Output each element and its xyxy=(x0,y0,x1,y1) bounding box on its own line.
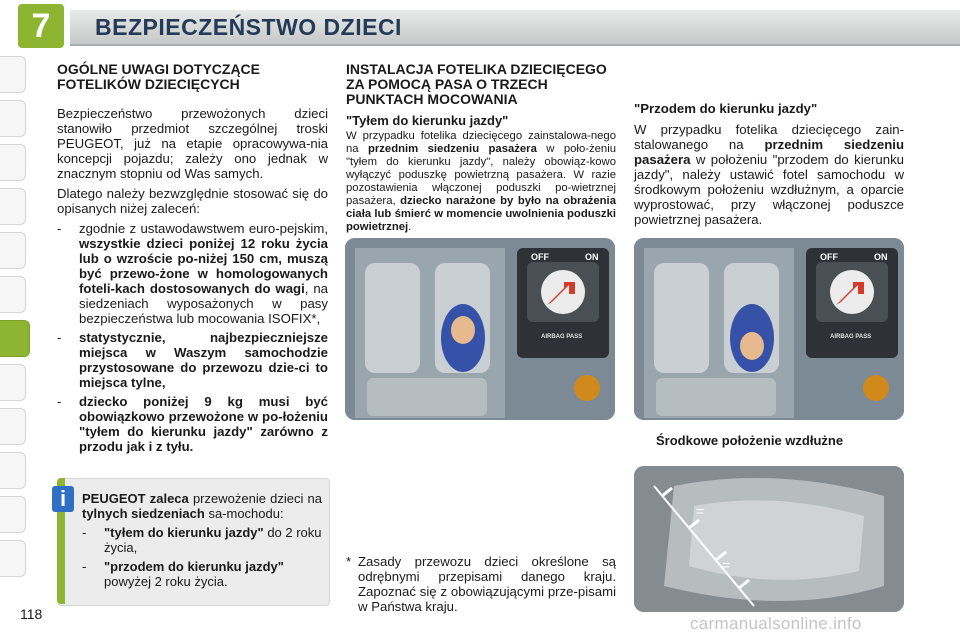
forward-facing-paragraph: W przypadku fotelika dziecięcego zain-stalowanego na przednim siedzeniu pasażera w położeniu "przodem do kierunku jazdy", należy ustawić fotel samochodu w środkowym położeniu wzdłużnym, a oparcie wyprostować, przy włączonej poduszce powietrznej pasażera. xyxy=(634,122,904,227)
page-header xyxy=(0,0,960,52)
footnote-star: * xyxy=(346,554,352,569)
chapter-tab[interactable] xyxy=(0,276,26,313)
chapter-tab[interactable] xyxy=(0,408,26,445)
section-heading: INSTALACJA FOTELIKA DZIECIĘCEGO ZA POMOCĄ PASA O TRZECH PUNKTACH MOCOWANIA xyxy=(346,61,607,107)
rear-facing-seat-image xyxy=(345,238,615,420)
info-content xyxy=(82,491,322,593)
chapter-tabs xyxy=(0,56,30,584)
info-list-item: - "przodem do kierunku jazdy" powyżej 2 roku życia. xyxy=(82,559,284,589)
chapter-title: BEZPIECZEŃSTWO DZIECI xyxy=(95,14,402,40)
left-column xyxy=(57,62,328,458)
list-dash: - xyxy=(57,330,62,345)
chapter-tab[interactable] xyxy=(0,100,26,137)
list-text: zgodnie z ustawodawstwem euro-pejskim, wszystkie dzieci poniżej 12 roku życia lub o wzroście po-niżej 150 cm, muszą być przewo-żone w homologowanych foteli-kach dostosowanych do wagi, na siedzeniach wyposażonych w pasy bezpieczeństwa lub mocowania ISOFIX*, xyxy=(79,221,328,326)
chapter-tab[interactable] xyxy=(0,496,26,533)
switch-on-label: ON xyxy=(585,252,599,262)
info-lead: PEUGEOT zaleca przewożenie dzieci na tylnych siedzeniach sa-mochodu: xyxy=(82,491,322,521)
chapter-tab[interactable] xyxy=(0,188,26,225)
chapter-tab[interactable] xyxy=(0,144,26,181)
chapter-tab[interactable] xyxy=(0,452,26,489)
list-text: statystycznie, najbezpieczniejsze miejsca w Waszym samochodzie przystosowane do przewozu dzie-ci to miejsca tylne, xyxy=(79,330,328,390)
switch-on-label: ON xyxy=(874,252,888,262)
intro-paragraph: Bezpieczeństwo przewożonych dzieci stanowiło przedmiot szczególnej troski PEUGEOT, już na etapie opracowywa-nia koncepcji pojazdu; zależy ono jednak w znacznym stopniu od Was samych. xyxy=(57,106,328,181)
chapter-tab[interactable] xyxy=(0,56,26,93)
page-number: 118 xyxy=(20,606,43,622)
chapter-tab-active[interactable] xyxy=(0,320,30,357)
sub-heading: "Przodem do kierunku jazdy" xyxy=(634,101,818,116)
chapter-tab[interactable] xyxy=(0,232,26,269)
list-dash: - xyxy=(57,221,62,236)
airbag-pass-label: AIRBAG PASS xyxy=(541,334,583,340)
chapter-tab[interactable] xyxy=(0,540,26,577)
sub-heading: "Tyłem do kierunku jazdy" xyxy=(346,113,509,128)
rear-facing-paragraph: W przypadku fotelika dziecięcego zainstalowa-nego na przednim siedzeniu pasażera w poło-żeniu "tyłem do kierunku jazdy", należy obowiąz-kowo wyłączyć poduszkę powietrzną pasażera. W razie pozostawienia włączonej poduszki po-wietrznej pasażera, dziecko narażone by było na obrażenia ciała lub śmierć w momencie uwolnienia poduszki powietrznej. xyxy=(346,130,616,233)
chapter-tab[interactable] xyxy=(0,364,26,401)
section-heading: OGÓLNE UWAGI DOTYCZĄCE FOTELIKÓW DZIECIĘCYCH xyxy=(57,61,260,92)
list-dash: - xyxy=(57,394,62,409)
svg-text:=: = xyxy=(722,557,731,573)
info-list-item: - "tyłem do kierunku jazdy" do 2 roku życia, xyxy=(82,525,322,555)
list-item xyxy=(57,330,328,390)
footnote-text: Zasady przewozu dzieci określone są odrębnymi przepisami danego kraju. Zapoznać się z obowiązującymi prze-pisami w Państwa kraju. xyxy=(358,554,616,614)
seat-position-image xyxy=(634,466,904,612)
right-column xyxy=(634,101,904,232)
forward-facing-seat-image xyxy=(634,238,904,420)
info-icon: i xyxy=(52,486,74,512)
list-item xyxy=(57,394,328,454)
switch-off-label: OFF xyxy=(820,252,838,262)
list-item xyxy=(57,221,328,326)
airbag-pass-label: AIRBAG PASS xyxy=(830,334,872,340)
switch-off-label: OFF xyxy=(531,252,549,262)
chapter-badge xyxy=(18,4,64,48)
chapter-number: 7 xyxy=(31,6,51,45)
footnote xyxy=(346,554,616,614)
list-text: dziecko poniżej 9 kg musi być obowiązkowo przewożone w po-łożeniu "tyłem do kierunku jazdy" zarówno z przodu jak i z tyłu. xyxy=(79,394,328,454)
lead-paragraph: Dlatego należy bezwzględnie stosować się do opisanych niżej zaleceń: xyxy=(57,186,328,216)
watermark: carmanualsonline.info xyxy=(690,614,862,633)
image-caption: Środkowe położenie wzdłużne xyxy=(656,433,844,448)
svg-text:=: = xyxy=(696,503,705,519)
middle-column xyxy=(346,62,616,239)
